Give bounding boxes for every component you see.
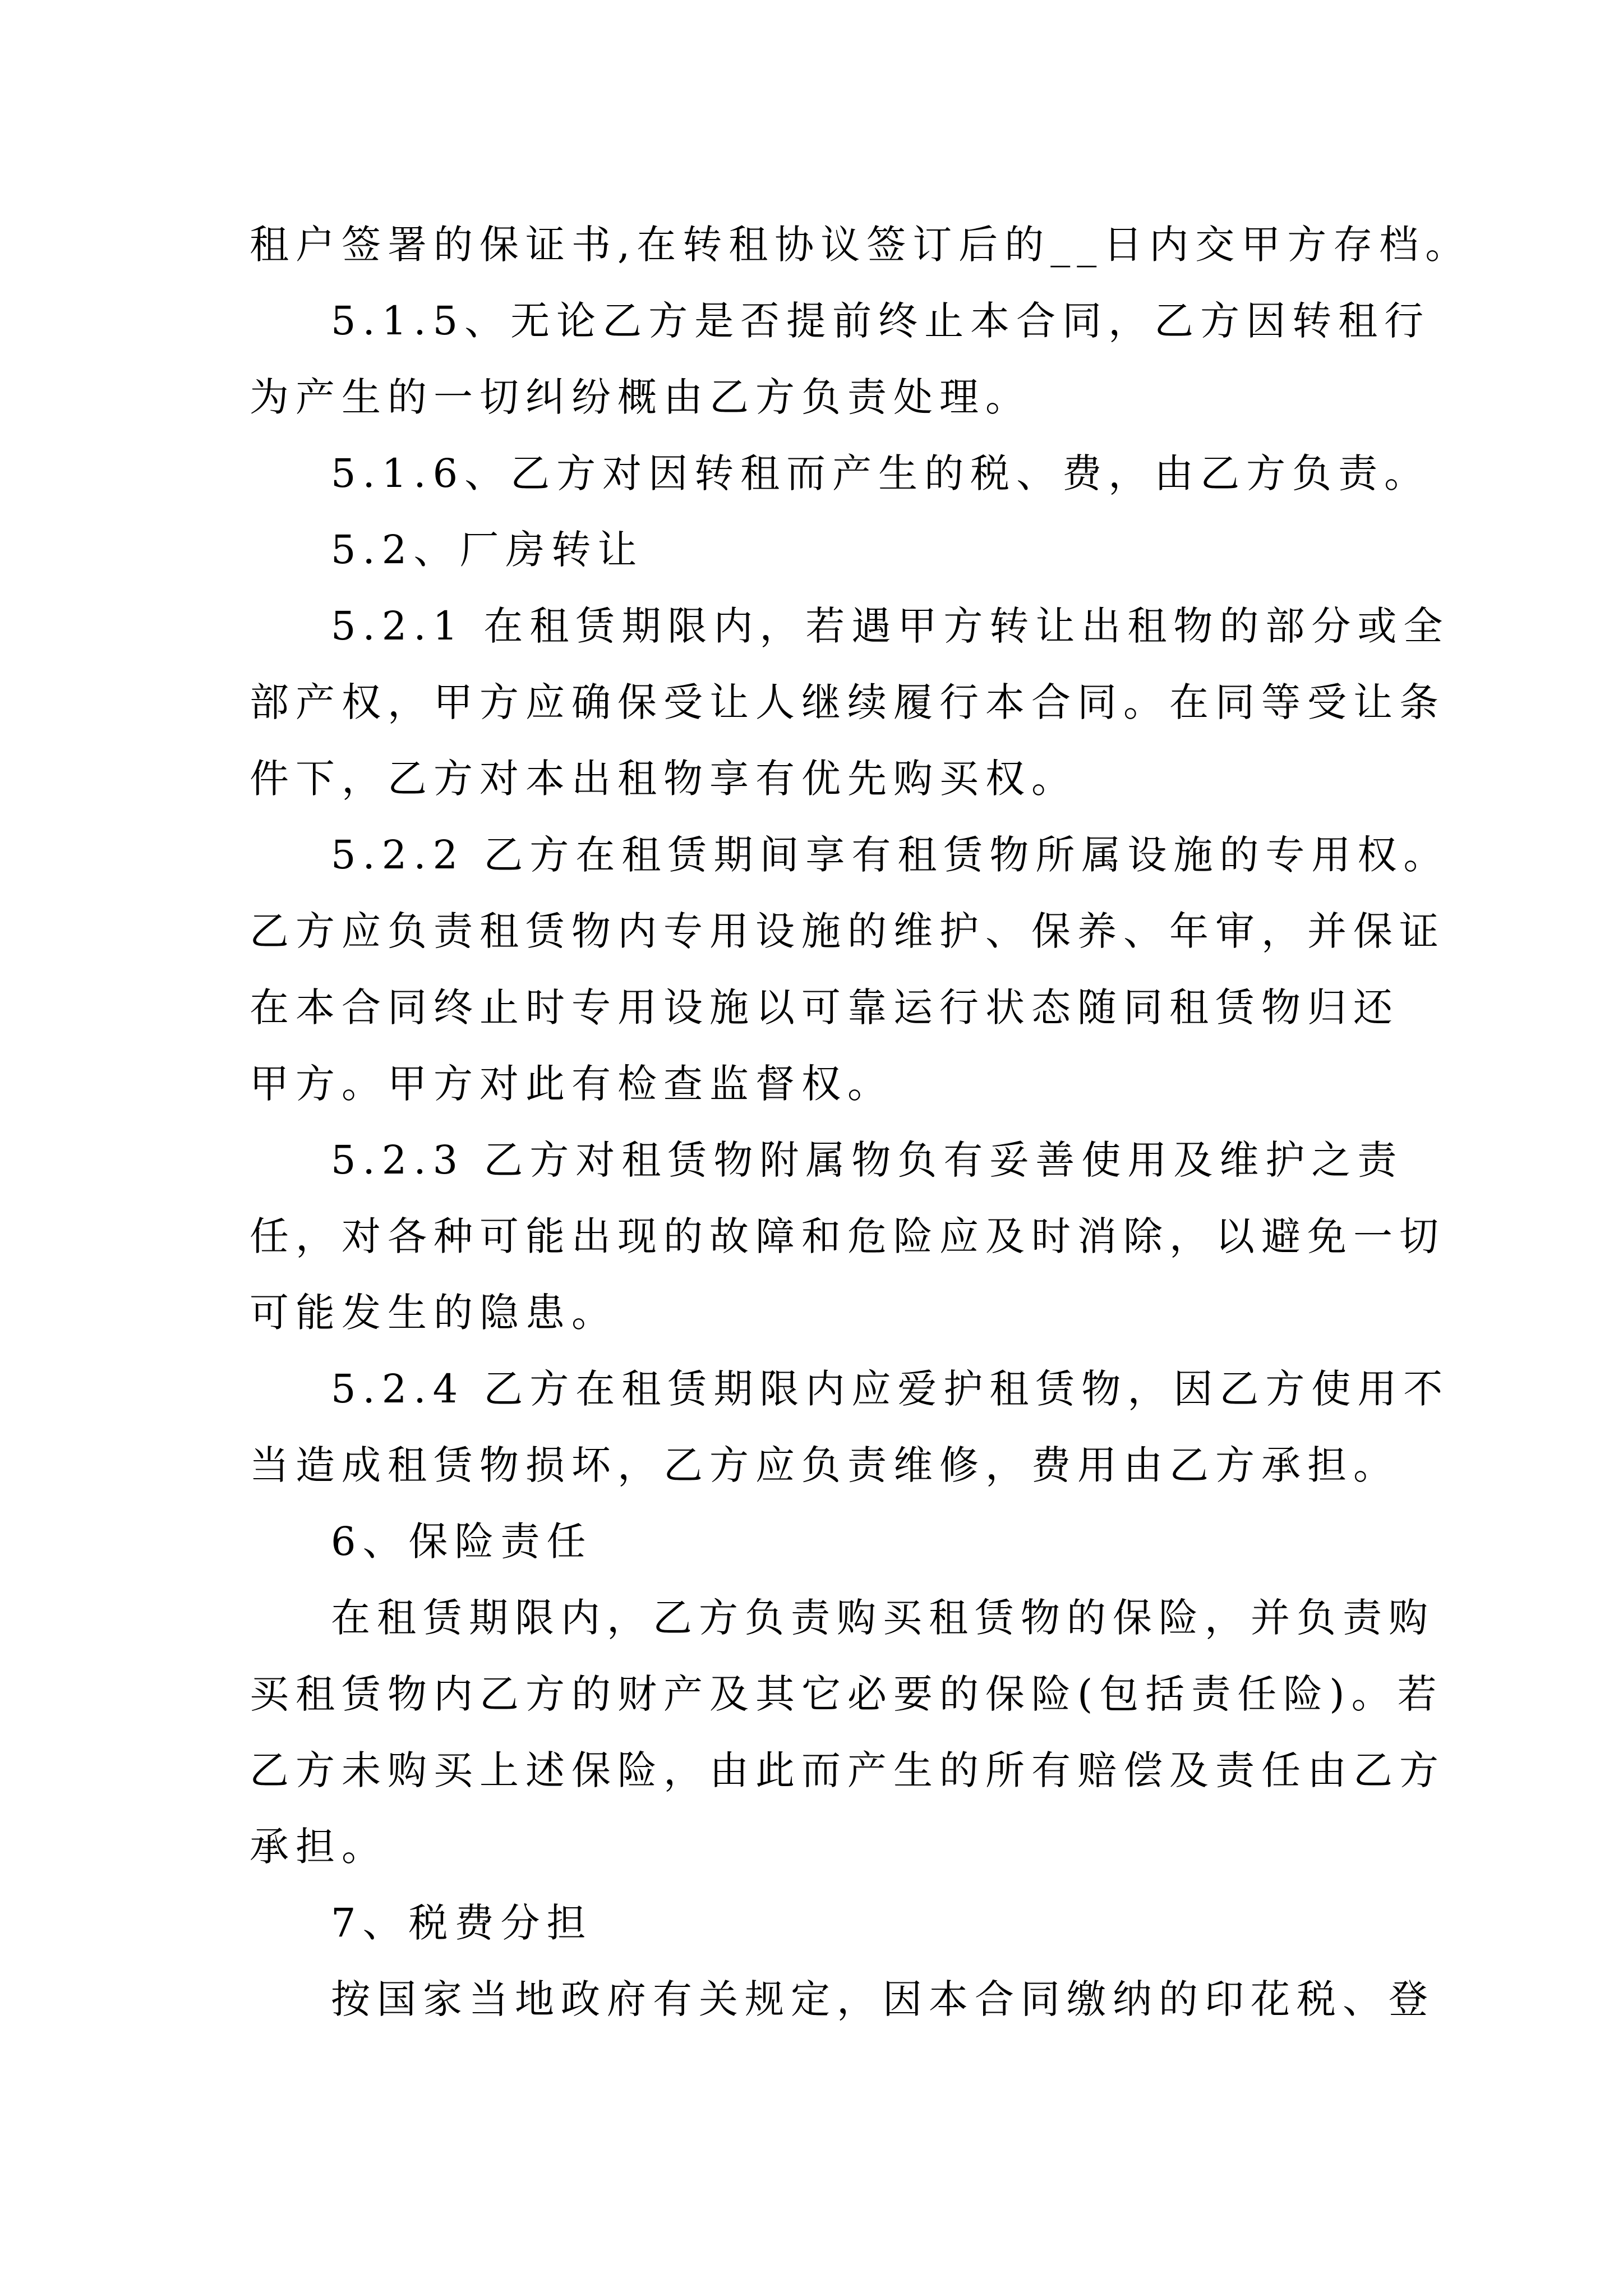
- text-line: 部产权，甲方应确保受让人继续履行本合同。在同等受让条: [250, 679, 1445, 725]
- text-line: 甲方。甲方对此有检查监督权。: [250, 1061, 893, 1107]
- text-line: 5.1.5、无论乙方是否提前终止本合同，乙方因转租行: [331, 298, 1431, 344]
- text-line: 5.2.3 乙方对租赁物附属物负有妥善使用及维护之责: [331, 1137, 1404, 1183]
- document-body: [250, 206, 1472, 2037]
- text-line: 买租赁物内乙方的财产及其它必要的保险(包括责任险)。若: [250, 1671, 1444, 1717]
- text-line: 为产生的一切纠纷概由乙方负责处理。: [250, 374, 1031, 420]
- text-line: 可能发生的隐患。: [250, 1290, 617, 1336]
- text-line: 在本合同终止时专用设施以可靠运行状态随同租赁物归还: [250, 984, 1399, 1030]
- text-line: 乙方未购买上述保险，由此而产生的所有赔偿及责任由乙方: [250, 1747, 1445, 1793]
- text-line: 当造成租赁物损坏，乙方应负责维修，费用由乙方承担。: [250, 1442, 1399, 1488]
- text-line: 乙方应负责租赁物内专用设施的维护、保养、年审，并保证: [250, 908, 1445, 954]
- text-line: 件下，乙方对本出租物享有优先购买权。: [250, 756, 1077, 802]
- section-heading: 5.2、厂房转让: [331, 527, 644, 573]
- text-line: 承担。: [250, 1824, 388, 1870]
- text-line: 任，对各种可能出现的故障和危险应及时消除，以避免一切: [250, 1213, 1445, 1259]
- text-line: 5.2.2 乙方在租赁期间享有租赁物所属设施的专用权。: [331, 832, 1450, 878]
- text-line: 在租赁期限内，乙方负责购买租赁物的保险，并负责购: [331, 1595, 1435, 1641]
- text-line: 5.2.1 在租赁期限内，若遇甲方转让出租物的部分或全: [331, 603, 1450, 649]
- text-line: 5.2.4 乙方在租赁期限内应爱护租赁物，因乙方使用不: [331, 1366, 1450, 1412]
- text-line: 5.1.6、乙方对因转租而产生的税、费，由乙方负责。: [331, 450, 1431, 496]
- section-heading: 7、税费分担: [331, 1900, 593, 1946]
- text-line: 租户签署的保证书,在转租协议签订后的__日内交甲方存档。: [250, 222, 1472, 268]
- section-heading: 6、保险责任: [331, 1519, 593, 1565]
- text-line: 按国家当地政府有关规定，因本合同缴纳的印花税、登: [331, 1976, 1435, 2022]
